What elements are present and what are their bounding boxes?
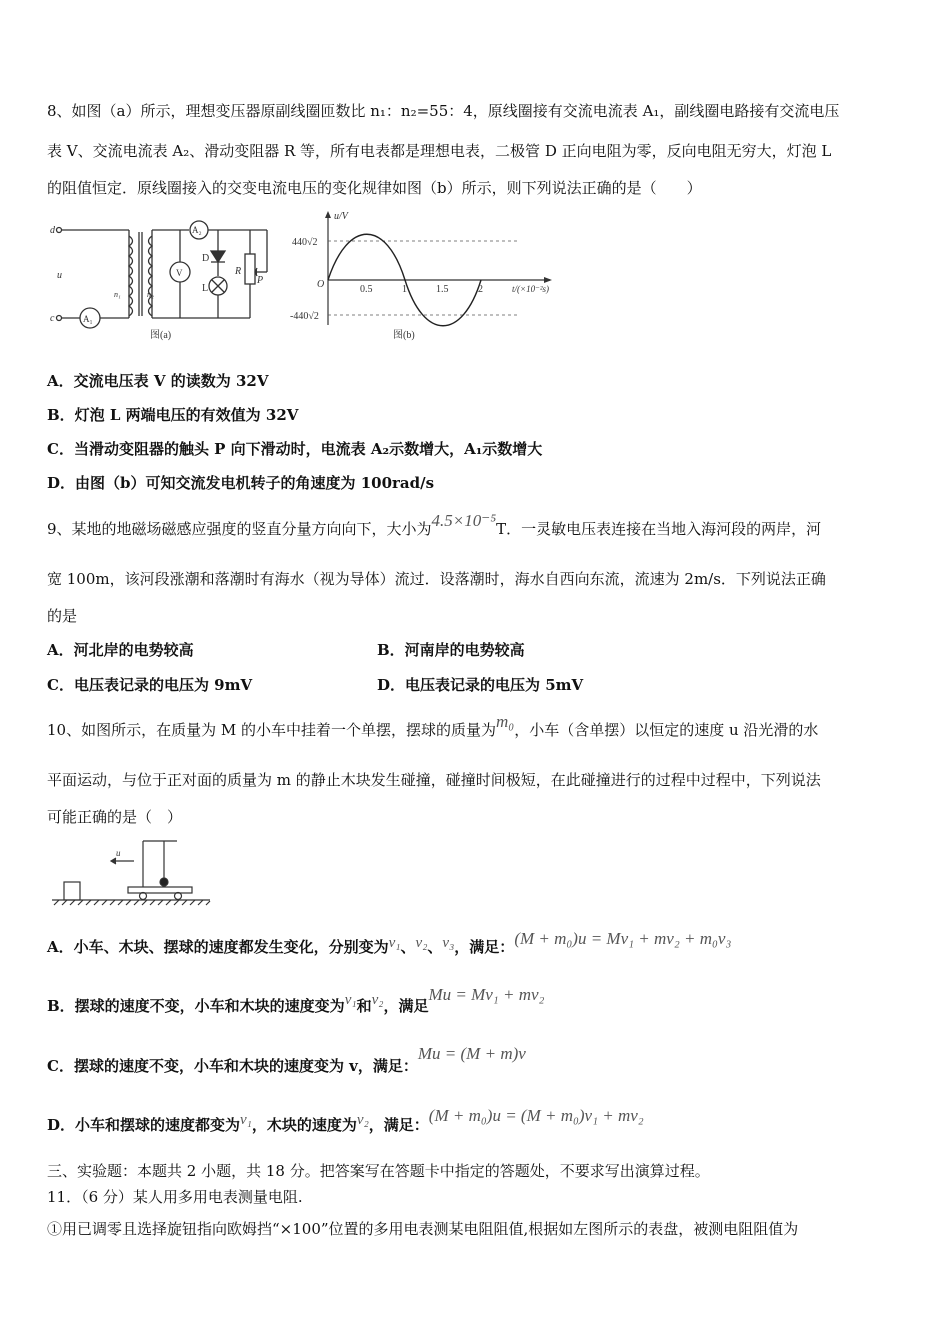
voltmeter-label: V <box>176 268 183 278</box>
x-axis-label: t/(×10⁻²s) <box>512 284 550 294</box>
q9-option-d: D．电压表记录的电压为 5mV <box>377 676 584 694</box>
q9-field-value: 4.5×10⁻⁵ <box>431 511 497 530</box>
resistor-label: R <box>235 266 242 277</box>
label-c: c <box>50 313 55 324</box>
q9-option-b: B．河南岸的电势较高 <box>377 641 525 659</box>
q10-stem-text-a: 10、如图所示，在质量为 M 的小车中挂着一个单摆，摆球的质量为 <box>47 721 496 739</box>
q9-stem-line1 <box>47 511 822 539</box>
q8-stem-line1: 8、如图（a）所示，理想变压器原副线圈匝数比 n₁：n₂=55：4，原线圈接有交流电流表 A₁，副线圈电路接有交流电压 <box>47 102 840 120</box>
q8-option-b: B．灯泡 L 两端电压的有效值为 32V <box>47 406 299 424</box>
q10-option-c-text: C．摆球的速度不变，小车和木块的速度变为 v，满足： <box>47 1057 418 1075</box>
q9-stem-line3: 的是 <box>47 607 78 625</box>
q10-option-b-text: B．摆球的速度不变，小车和木块的速度变为 <box>47 997 345 1015</box>
q10-option-d-tail: ，满足： <box>368 1116 429 1134</box>
q10-option-a-text: A．小车、木块、摆球的速度都发生变化，分别变为 <box>47 938 389 956</box>
x-tick-label: 2 <box>478 284 483 295</box>
label-n1: n₁ <box>114 290 121 299</box>
q10-option-a-sep1: 、 <box>400 938 416 956</box>
origin-label: O <box>317 279 325 290</box>
slider-label: P <box>257 275 264 286</box>
q8-option-c: C．当滑动变阻器的触头 P 向下滑动时，电流表 A₂示数增大，A₁示数增大 <box>47 440 543 458</box>
q10-option-b <box>47 985 545 1017</box>
figure-b-graph <box>290 205 560 345</box>
q10-option-d-text: D．小车和摆球的速度都变为 <box>47 1116 241 1134</box>
q10-option-b-and: 和 <box>356 997 372 1015</box>
ammeter-a1-label: A₁ <box>83 314 93 324</box>
q8-stem-line2: 表 V、交流电流表 A₂、滑动变阻器 R 等，所有电表都是理想电表，二极管 D 正向电阻为零，反向电阻无穷大，灯泡 L <box>47 142 832 160</box>
diode-label: D <box>202 253 210 264</box>
q8-option-d: D．由图（b）可知交流发电机转子的角速度为 100rad/s <box>47 474 435 492</box>
q9-stem-line2: 宽 100m，该河段涨潮和落潮时有海水（视为导体）流过．设落潮时，海水自西向东流，流速为 2m/s．下列说法正确 <box>47 570 826 588</box>
q9-option-c: C．电压表记录的电压为 9mV <box>47 676 253 694</box>
q10-option-c <box>47 1044 526 1076</box>
q10-option-a-v2: v₂ <box>415 935 428 951</box>
q10-option-a-sep2: 、 <box>427 938 443 956</box>
q11-stem: 11．（6 分）某人用多用电表测量电阻. <box>47 1188 303 1206</box>
q10-option-b-v2: v₂ <box>371 992 384 1008</box>
y-min-label: -440√2 <box>290 311 319 322</box>
q10-option-a-v1: v₁ <box>388 935 401 951</box>
q10-stem-line3: 可能正确的是（ ） <box>47 808 183 826</box>
q10-figure-cart <box>52 838 212 908</box>
q9-stem-text-a: 9、某地的地磁场磁感应强度的竖直分量方向向下，大小为 <box>47 520 432 538</box>
label-u: u <box>57 270 62 281</box>
q11-part1: ①用已调零且选择旋钮指向欧姆挡“×100”位置的多用电表测某电阻阻值,根据如左图所示的表盘，被测电阻阻值为 <box>47 1220 799 1238</box>
q10-option-a <box>47 929 732 958</box>
figure-a-caption: 图(a) <box>150 330 172 341</box>
figure-b-caption: 图(b) <box>393 330 415 341</box>
q10-stem-text-b: ，小车（含单摆）以恒定的速度 u 沿光滑的水 <box>514 721 819 739</box>
ammeter-a2-label: A₂ <box>192 225 202 235</box>
q9-option-a: A．河北岸的电势较高 <box>47 641 194 659</box>
velocity-u-label: u <box>116 848 121 858</box>
q9-stem-text-b: T．一灵敏电压表连接在当地入海河段的两岸，河 <box>496 520 822 538</box>
q10-option-d-equation: (M + m₀)u = (M + m₀)v₁ + mv₂ <box>428 1106 644 1125</box>
x-tick-label: 0.5 <box>360 284 373 295</box>
lamp-label: L <box>202 283 209 294</box>
label-n2: n₂ <box>147 290 154 299</box>
q10-option-d <box>47 1106 644 1136</box>
q10-option-c-equation: Mu = (M + m)v <box>417 1044 526 1063</box>
q10-option-b-tail: ，满足 <box>383 997 429 1015</box>
label-d: d <box>50 225 55 236</box>
x-tick-label: 1 <box>402 284 407 295</box>
q10-ball-mass: m₀ <box>496 712 515 731</box>
x-tick-label: 1.5 <box>436 284 449 295</box>
figure-a-circuit <box>45 214 285 342</box>
q10-option-d-mid: ，木块的速度为 <box>251 1116 357 1134</box>
section3-heading: 三、实验题：本题共 2 小题，共 18 分。把答案写在答题卡中指定的答题处，不要求写出演算过程。 <box>47 1162 710 1180</box>
q10-option-a-tail: ，满足： <box>454 938 515 956</box>
q10-option-a-v3: v₃ <box>442 935 455 951</box>
q8-stem-line3: 的阻值恒定．原线圈接入的交变电流电压的变化规律如图（b）所示，则下列说法正确的是（ ） <box>47 179 702 197</box>
q10-option-b-v1: v₁ <box>344 992 357 1008</box>
q10-stem-line1 <box>47 712 819 740</box>
q8-option-a: A．交流电压表 V 的读数为 32V <box>47 372 269 390</box>
q10-option-d-v1: v₁ <box>240 1112 252 1128</box>
y-max-label: 440√2 <box>292 237 318 248</box>
y-axis-label: u/V <box>334 211 348 222</box>
q10-stem-line2: 平面运动，与位于正对面的质量为 m 的静止木块发生碰撞，碰撞时间极短，在此碰撞进行的过程中过程中，下列说法 <box>47 771 821 789</box>
q10-option-b-equation: Mu = Mv₁ + mv₂ <box>428 985 545 1004</box>
q10-option-d-v2: v₂ <box>356 1112 369 1128</box>
q10-option-a-equation: (M + m₀)u = Mv₁ + mv₂ + m₀v₃ <box>514 929 732 948</box>
